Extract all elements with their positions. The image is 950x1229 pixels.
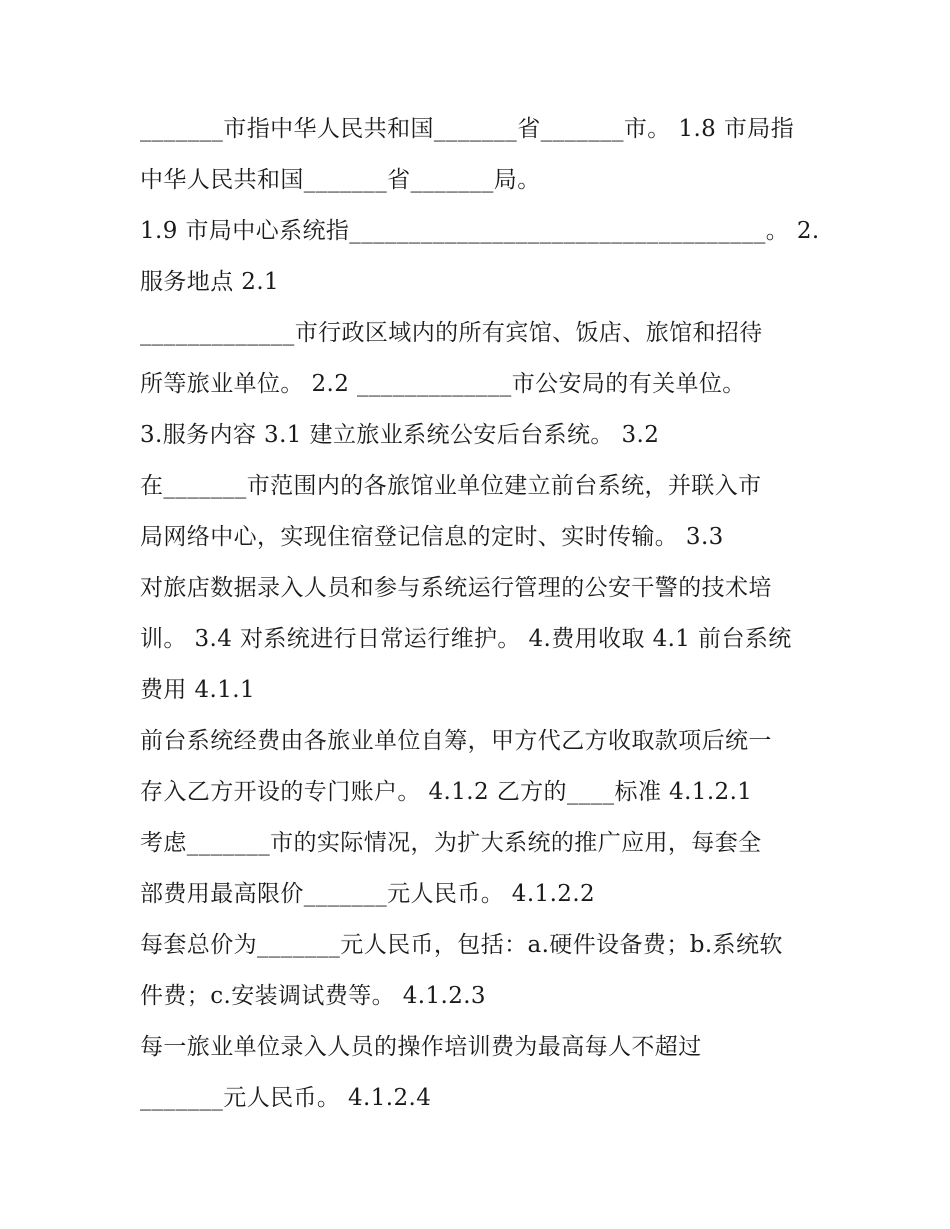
text-line: 局网络中心，实现住宿登记信息的定时、实时传输。 3.3 bbox=[140, 524, 724, 550]
text-line: _______元人民币。 4.1.2.4 bbox=[140, 1085, 432, 1111]
text-line: _______市指中华人民共和国_______省_______市。 1.8 市局指 bbox=[140, 116, 795, 142]
text-line: 所等旅业单位。 2.2 _____________市公安局的有关单位。 bbox=[140, 371, 746, 397]
text-line: 存入乙方开设的专门账户。 4.1.2 乙方的____标准 4.1.2.1 bbox=[140, 779, 753, 805]
text-line: 件费；c.安装调试费等。 4.1.2.3 bbox=[140, 983, 486, 1009]
text-line: 1.9 市局中心系统指___________________________________。 2. bbox=[140, 218, 820, 244]
text-line: 部费用最高限价_______元人民币。 4.1.2.2 bbox=[140, 881, 596, 907]
text-line: 考虑_______市的实际情况，为扩大系统的推广应用，每套全 bbox=[140, 830, 762, 856]
text-line: _____________市行政区域内的所有宾馆、饭店、旅馆和招待 bbox=[140, 320, 763, 346]
text-line: 训。 3.4 对系统进行日常运行维护。 4.费用收取 4.1 前台系统 bbox=[140, 626, 792, 652]
text-line: 3.服务内容 3.1 建立旅业系统公安后台系统。 3.2 bbox=[140, 422, 660, 448]
text-line: 中华人民共和国_______省_______局。 bbox=[140, 167, 541, 193]
text-line: 在_______市范围内的各旅馆业单位建立前台系统，并联入市 bbox=[140, 473, 762, 499]
text-line: 服务地点 2.1 bbox=[140, 269, 280, 295]
text-line: 每套总价为_______元人民币，包括：a.硬件设备费；b.系统软 bbox=[140, 932, 783, 958]
document-body bbox=[140, 104, 820, 1124]
text-line: 费用 4.1.1 bbox=[140, 677, 256, 703]
text-line: 对旅店数据录入人员和参与系统运行管理的公安干警的技术培 bbox=[140, 575, 772, 601]
text-line: 前台系统经费由各旅业单位自筹，甲方代乙方收取款项后统一 bbox=[140, 728, 772, 754]
text-line: 每一旅业单位录入人员的操作培训费为最高每人不超过 bbox=[140, 1034, 702, 1060]
